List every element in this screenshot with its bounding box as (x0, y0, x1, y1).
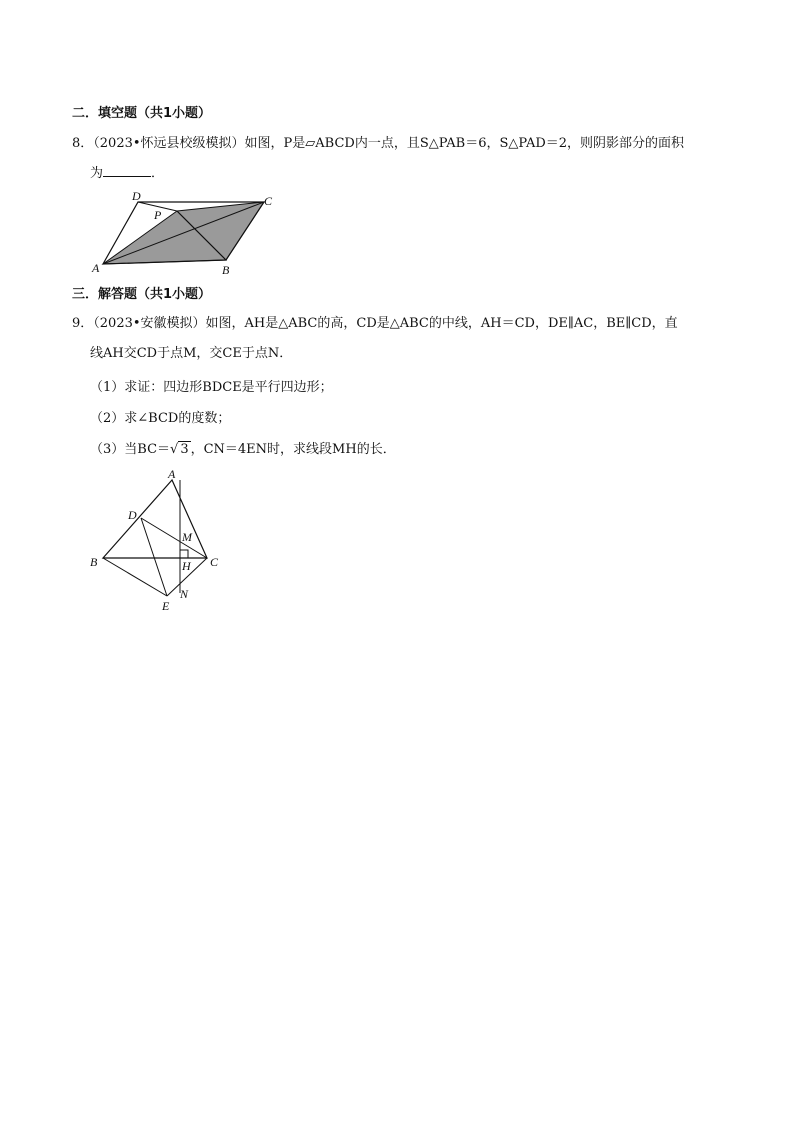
label-a: A (168, 467, 176, 481)
answer-blank (103, 164, 151, 177)
question-9-part3 (90, 441, 396, 459)
question-8-suffix: ． (151, 166, 165, 181)
label-a: A (92, 261, 100, 275)
label-m: M (182, 530, 192, 544)
label-b: B (90, 555, 98, 569)
question-8-prefix: 为 (90, 166, 104, 181)
label-b: B (222, 263, 230, 277)
right-angle-mark (180, 550, 188, 558)
question-9-text: 9．（2023•安徽模拟）如图，AH是△ABC的高，CD是△ABC的中线，AH＝CD，DE∥AC，BE∥CD，直 (72, 316, 678, 331)
label-p: P (154, 208, 162, 222)
part3-suffix: ，CN＝4EN时，求线段MH的长． (190, 442, 396, 457)
question-8-text: 8．（2023•怀远县校级模拟）如图，P是▱ABCD内一点，且S△PAB＝6，S△PAD＝2，则阴影部分的面积 (72, 136, 685, 151)
segment-de (141, 518, 167, 596)
label-n: N (180, 587, 189, 601)
question-9-part1: （1）求证：四边形BDCE是平行四边形； (90, 380, 333, 395)
label-d: D (128, 508, 137, 522)
section-heading-fill-in: 二．填空题（共1小题） (72, 106, 212, 121)
sqrt-symbol: √ (170, 442, 179, 457)
label-c: C (264, 194, 273, 208)
triangle-figure (86, 465, 236, 615)
question-8-answer-line (90, 164, 164, 183)
triangle-abc (103, 480, 207, 558)
label-d: D (132, 189, 141, 203)
segment-dc (141, 518, 207, 558)
sqrt-radicand: 3 (180, 442, 189, 457)
section-heading-answer: 三．解答题（共1小题） (72, 287, 212, 302)
part3-prefix: （3）当BC＝ (90, 442, 171, 457)
parallelogram-figure (86, 188, 286, 278)
question-9-part2: （2）求∠BCD的度数； (90, 411, 231, 426)
label-e: E (162, 599, 170, 613)
label-h: H (182, 559, 191, 573)
question-9-line2: 线AH交CD于点M，交CE于点N． (90, 346, 293, 361)
segment-be (103, 558, 167, 596)
label-c: C (210, 555, 219, 569)
